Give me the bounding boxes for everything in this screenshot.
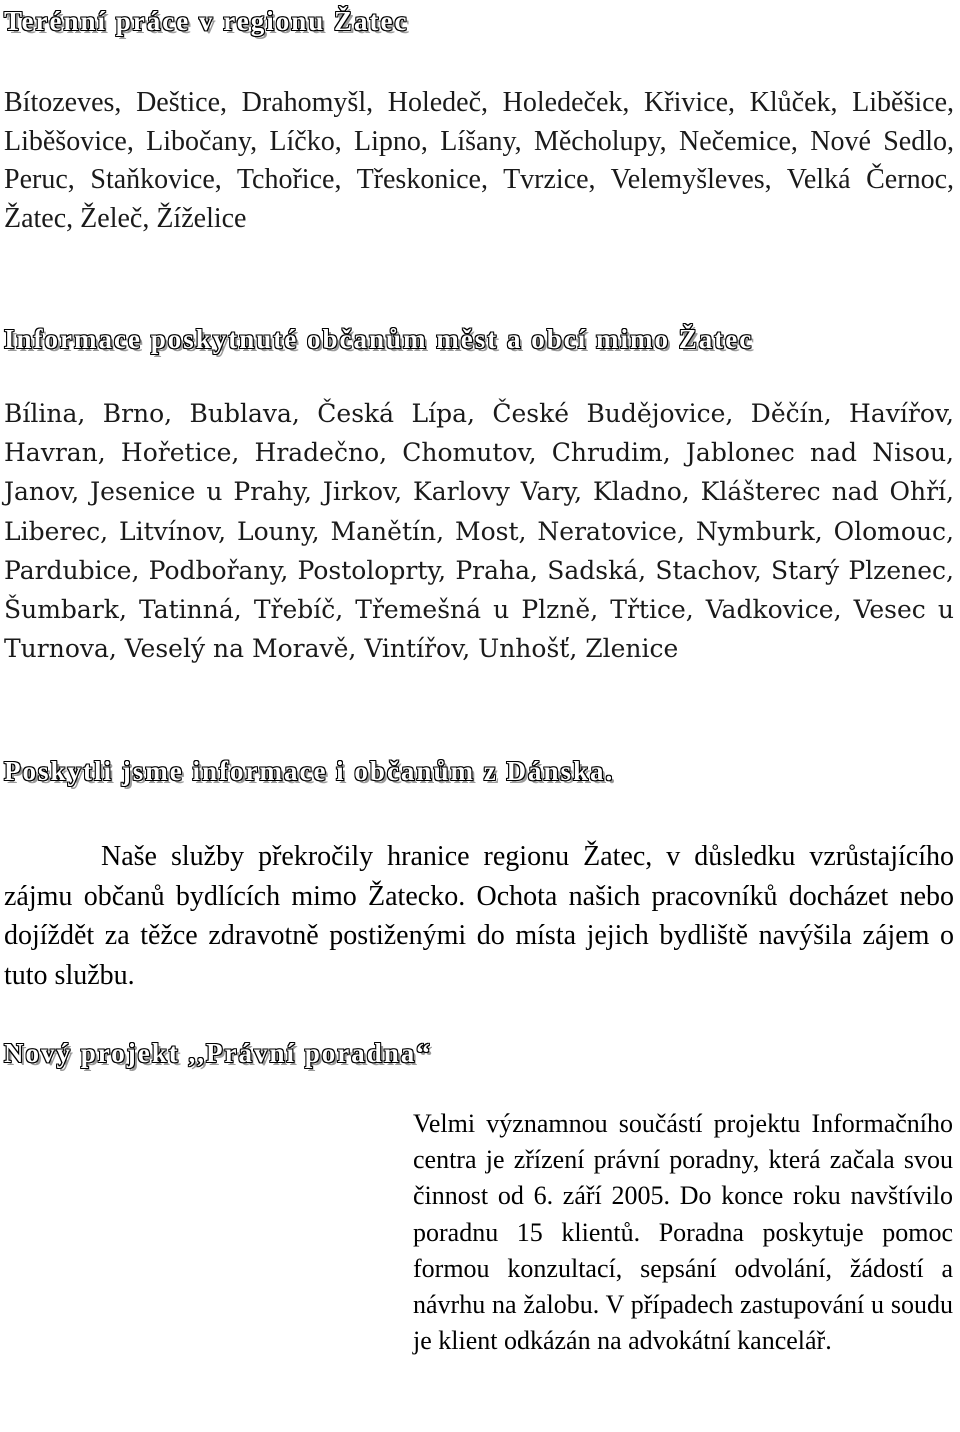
paragraph-services-expansion: Naše služby překročily hranice regionu Žatec, v důsledku vzrůstajícího zájmu občanů bydlících mimo Žatecko. Ochota našich pracovníků docházet nebo dojíždět za těžce zdravotně postiženými do místa jejich bydliště navýšila zájem o tuto službu. xyxy=(4,841,954,991)
paragraph-field-work-villages: Bítozeves, Deštice, Drahomyšl, Holedeč, Holedeček, Křivice, Klůček, Liběšice, Liběšovice, Libočany, Líčko, Lipno, Líšany, Měcholupy, Nečemice, Nové Sedlo, Peruc, Staňkovice, Tchořice, Třeskonice, Tvrzice, Velemyšleves, Velká Černoc, Žatec, Želeč, Žíželice xyxy=(4,87,954,234)
paragraph-legal-counseling: Velmi významnou součástí projektu Informačního centra je zřízení právní poradny, která začala svou činnost od 6. září 2005. Do konce roku navštívilo poradnu 15 klientů. Poradna poskytuje pomoc formou konzultací, sepsání odvolání, žádostí a návrhu na žalobu. V případech zastupování u soudu je klient odkázán na advokátní kancelář. xyxy=(413,1109,953,1356)
section-heading-legal-counseling: Nový projekt ,,Právní poradna“ xyxy=(4,1038,432,1068)
section-heading-info-outside-zatec: Informace poskytnuté občanům měst a obcí mimo Žatec xyxy=(4,324,754,354)
section-heading-field-work: Terénní práce v regionu Žatec xyxy=(4,6,409,36)
paragraph-cities-list: Bílina, Brno, Bublava, Česká Lípa, České Budějovice, Děčín, Havířov, Havran, Hořetice, Hradečno, Chomutov, Chrudim, Jablonec nad Nisou, Janov, Jesenice u Prahy, Jirkov, Karlovy Vary, Kladno, Klášterec nad Ohří, Liberec, Litvínov, Louny, Manětín, Most, Neratovice, Nymburk, Olomouc, Pardubice, Podbořany, Postoloprty, Praha, Sadská, Stachov, Starý Plzenec, Šumbark, Tatinná, Třebíč, Třemešná u Plzně, Třtice, Vadkovice, Vesec u Turnova, Veselý na Moravě, Vintířov, Unhošť, Zlenice xyxy=(4,399,954,664)
section-heading-denmark: Poskytli jsme informace i občanům z Dánska. xyxy=(4,756,615,786)
